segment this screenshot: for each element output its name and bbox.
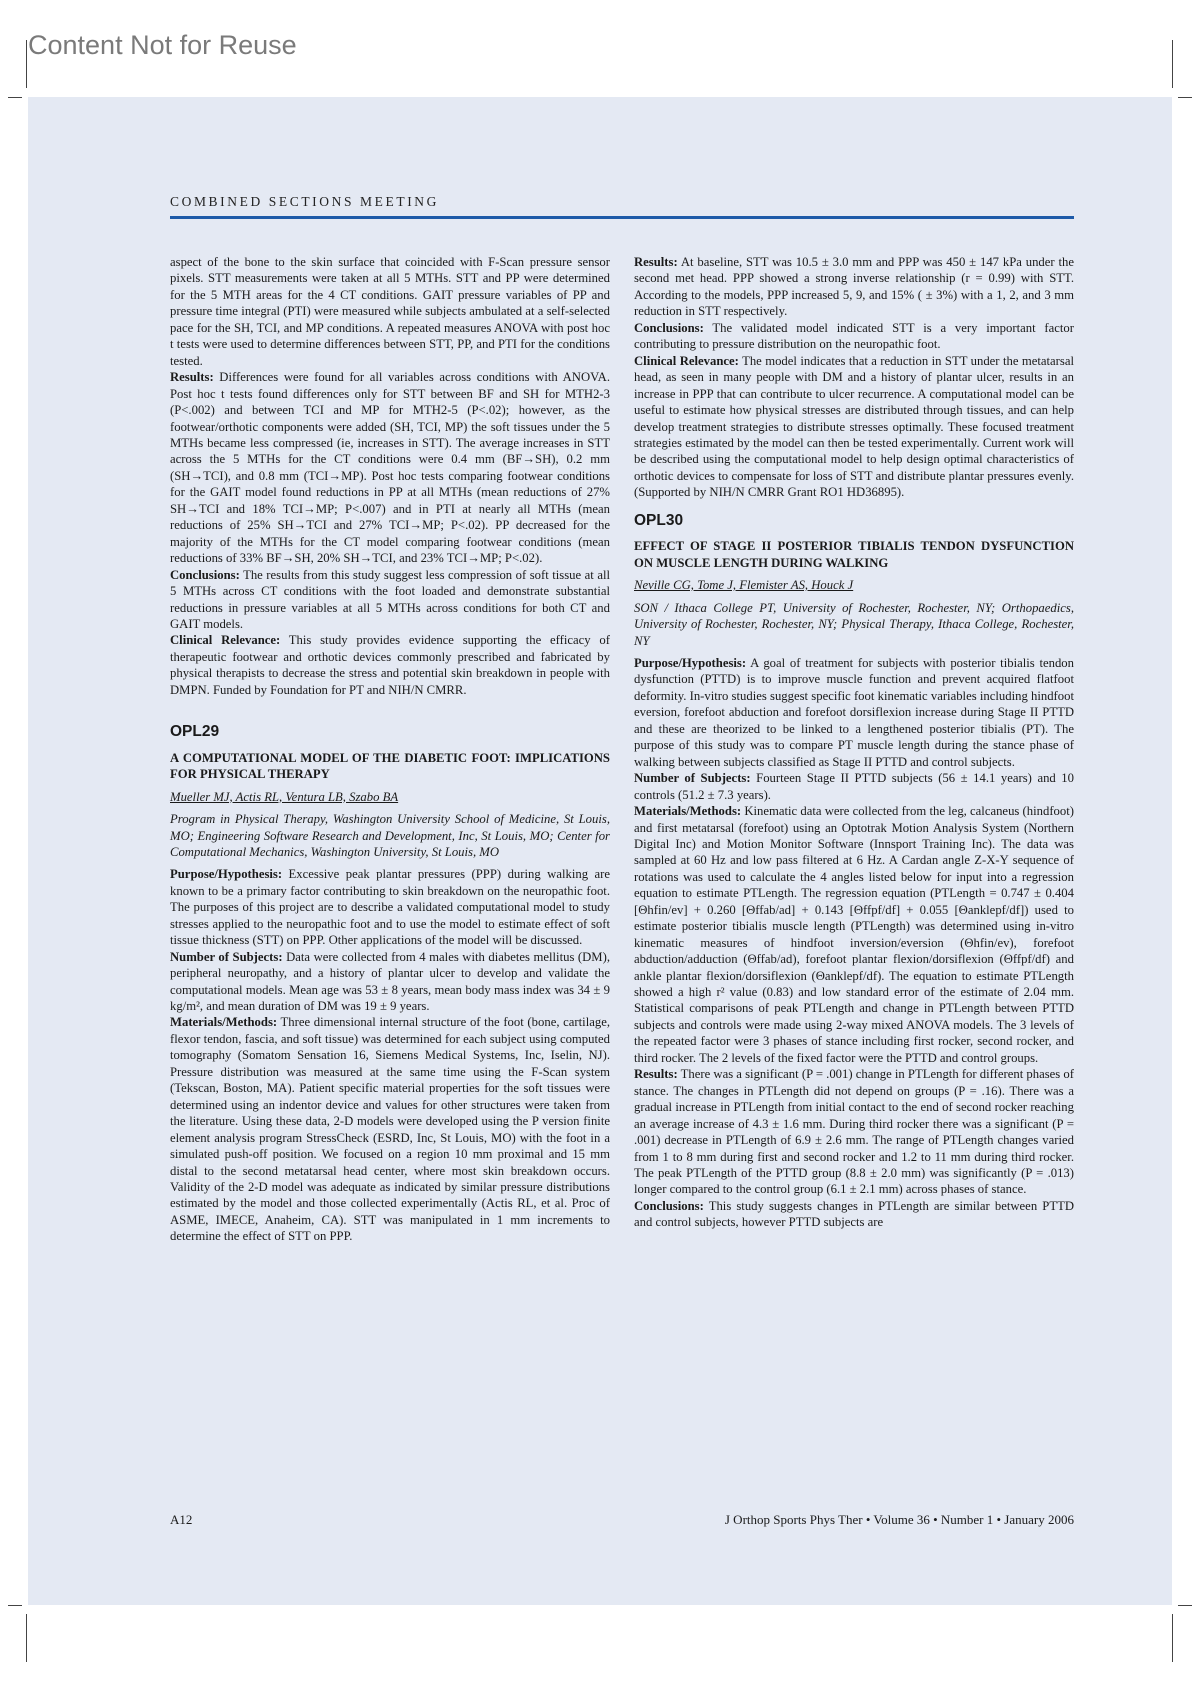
subjects-paragraph: Number of Subjects: Fourteen Stage II PTTD subjects (56 ± 14.1 years) and 10 controls (51.2 ± 7.3 years). <box>634 771 1074 802</box>
abstract-title: EFFECT OF STAGE II POSTERIOR TIBIALIS TENDON DYSFUNCTION ON MUSCLE LENGTH DURING WALKING <box>634 539 1074 570</box>
right-continuation <box>634 254 1074 501</box>
conclusions-paragraph: Conclusions: This study suggests changes in PTLength are similar between PTTD and control subjects, however PTTD subjects are <box>634 1198 1074 1230</box>
crop-mark <box>1178 1605 1192 1606</box>
abstract-affiliation: SON / Ithaca College PT, University of Rochester, Rochester, NY; Orthopaedics, University of Rochester, Rochester, NY; Physical Therapy, Ithaca College, Rochester, NY <box>634 600 1074 648</box>
results-paragraph: Results: There was a significant (P = .001) change in PTLength for different phases of stance. The changes in PTLength did not depend on groups (P = .16). There was a gradual increase in PTLength from initial contact to the end of second rocker reaching an average increase of 4.3 ± 1.6 mm. During third rocker there was a significant (P = .001) decrease in PTLength of 6.9 ± 2.6 mm. The range of PTLength changes varied from 1 to 8 mm during first and second rocker and 1.2 to 11 mm during third rocker. The peak PTLength of the PTTD group (8.8 ± 2.0 mm) was significantly (P = .013) longer compared to the control group (6.1 ± 2.1 mm) across phases of stance. <box>634 1067 1074 1197</box>
abstract-affiliation: Program in Physical Therapy, Washington University School of Medicine, St Louis, MO; Engineering Software Research and Development, Inc, St Louis, MO; Center for Computational Mechanics, Washington University, St Louis, MO <box>170 812 610 859</box>
conclusions-paragraph: Conclusions: The validated model indicated STT is a very important factor contributing to pressure distribution on the neuropathic foot. <box>634 320 1074 352</box>
running-head: COMBINED SECTIONS MEETING <box>170 194 439 209</box>
crop-mark <box>26 1614 27 1662</box>
abstract-authors: Neville CG, Tome J, Flemister AS, Houck J <box>634 578 854 593</box>
purpose-paragraph: Purpose/Hypothesis: A goal of treatment for subjects with posterior tibialis tendon dysfunction (PTTD) is to improve muscle function and prevent acquired flatfoot deformity. In-vitro studies suggest specific foot kinematic variables including hindfoot eversion, forefoot abduction and forefoot dorsiflexion increase during Stage II PTTD and these are theorized to be linked to a lengthened posterior tibialis (PT). The purpose of this study was to compare PT muscle length during the stance phase of walking between subjects classified as Stage II PTTD and control subjects. <box>634 655 1074 769</box>
abstract-id: OPL30 <box>634 511 684 529</box>
right-column <box>634 254 1074 1231</box>
methods-paragraph: Materials/Methods: Three dimensional internal structure of the foot (bone, cartilage, flexor tendon, fascia, and soft tissue) was determined for each subject using computed tomography (Somatom Sensation 16, Siemens Medical Systems, Inc, Iselin, NJ). Pressure distribution was measured at the same time using the F-Scan system (Tekscan, Boston, MA). Patient specific material properties for the soft tissues were determined using an indentor device and values for other structures were taken from the literature. Using these data, 2-D models were developed using the P version finite element analysis program StressCheck (ESRD, Inc, St Louis, MO) with the foot in a simulated push-off position. We focused on a region 10 mm proximal and 15 mm distal to the second metatarsal head center, where most skin breakdown occurs. Validity of the 2-D model was adequate as indicated by similar pressure distributions estimated by the model and those collected experimentally (Actis RL, et al. Proc of ASME, IMECE, Anaheim, CA). STT was manipulated in 1 mm increments to determine the effect of STT on PPP. <box>170 1015 610 1244</box>
abstract-authors: Mueller MJ, Actis RL, Ventura LB, Szabo BA <box>170 789 399 804</box>
crop-mark <box>8 1605 22 1606</box>
abstract-id: OPL29 <box>170 723 220 741</box>
purpose-paragraph: Purpose/Hypothesis: Excessive peak plantar pressures (PPP) during walking are known to be a primary factor contributing to skin breakdown on the neuropathic foot. The purposes of this project are to describe a validated computational model to study stresses applied to the neuropathic foot and to use the model to estimate effect of soft tissue thickness (STT) on PPP. Other applications of the model will be discussed. <box>170 867 610 948</box>
clinical-relevance-paragraph: Clinical Relevance: This study provides evidence supporting the efficacy of therapeutic footwear and orthotic devices commonly prescribed and fabricated by physical therapists to decrease the stress and potential skin breakdown in people with DMPN. Funded by Foundation for PT and NIH/N CMRR. <box>170 633 610 697</box>
watermark: Content Not for Reuse <box>28 30 297 60</box>
crop-mark <box>26 40 27 88</box>
journal-citation: J Orthop Sports Phys Ther • Volume 36 • Number 1 • January 2006 <box>724 1512 1074 1527</box>
clinical-relevance-paragraph: Clinical Relevance: The model indicates that a reduction in STT under the metatarsal head, as seen in many people with DM and a history of plantar ulcer, results in an increase in PPP that can contribute to ulcer recurrence. A computational model can be useful to estimate how physical stresses are distributed through tissues, and can help develop treatment strategies to distribute stresses optimally. These focused treatment strategies estimated by the model can then be tested experimentally. Current work will be described using the computational model to help design optimal characteristics of orthotic devices to compensate for loss of STT and distribute plantar pressures evenly. (Supported by NIH/N CMRR Grant RO1 HD36895). <box>634 353 1074 500</box>
crop-mark <box>1178 97 1192 98</box>
methods-paragraph: Materials/Methods: Kinematic data were collected from the leg, calcaneus (hindfoot) and first metatarsal (forefoot) using an Optotrak Motion Analysis System (Northern Digital Inc) and Motion Monitor Software (Innsport Training Inc). The data was sampled at 60 Hz and low pass filtered at 6 Hz. A Cardan angle Z-X-Y sequence of rotations was used to calculate the 4 angles listed below for input into a regression equation to estimate PTLength. The regression equation (PTLength = 0.747 ± 0.404 [Θhfin/ev] + 0.260 [Θffab/ad] + 0.143 [Θffpf/df] + 0.055 [Θanklepf/df]) used to estimate posterior tibialis muscle length (PTLength) was determined using in-vitro kinematic measures of hindfoot inversion/eversion (Θhfin/ev), forefoot abduction/adduction (Θffab/ad), forefoot plantar flexion/dorsiflexion (Θffpf/df) and ankle plantar flexion/dorsiflexion (Θanklepf/df). The equation to estimate PTLength showed a high r² value (0.83) and low standard error of the estimate of 2.04 mm. Statistical comparisons of peak PTLength and change in PTLength between PTTD subjects and controls were made using 2-way mixed ANOVA models. The 3 levels of the repeated factor were 3 phases of stance including first rocker, second rocker, and third rocker. The 2 levels of the fixed factor were the PTTD and control groups. <box>634 804 1074 1065</box>
abstract-title: A COMPUTATIONAL MODEL OF THE DIABETIC FOOT: IMPLICATIONS FOR PHYSICAL THERAPY <box>170 750 610 782</box>
conclusions-paragraph: Conclusions: The results from this study suggest less compression of soft tissue at all 5 MTHs across CT conditions with the foot loaded and demonstrate substantial reductions in pressure variables at all 5 MTHs across conditions for both CT and GAIT models. <box>170 567 610 631</box>
header-rule <box>170 216 1074 219</box>
results-paragraph: Results: Differences were found for all variables across conditions with ANOVA. Post hoc t tests found differences only for STT between BF and SH for MTH2-3 (P<.002) and between TCI and MP for MTH2-5 (P<.02); however, as the footwear/orthotic components were added (SH, TCI, MP) the soft tissues under the 5 MTHs became less compressed (ie, increases in STT). The average increases in STT across the 5 MTHs for the CT conditions were 0.4 mm (BF→SH), 0.2 mm (SH→TCI), and 0.8 mm (TCI→MP). Post hoc tests comparing footwear conditions for the GAIT model found reductions in PP at all MTHs (mean reductions of 27% SH→TCI and 18% TCI→MP; P<.007) and in PTI at nearly all MTHs (mean reductions of 25% SH→TCI and 27% TCI→MP; P<.02). PP decreased for the majority of the MTHs for the CT model comparing footwear conditions (mean reductions of 33% BF→SH, 20% SH→TCI, and 23% TCI→MP; P<.02). <box>170 370 610 566</box>
crop-mark <box>1172 40 1173 88</box>
page-number: A12 <box>170 1512 193 1527</box>
left-column <box>170 254 610 1245</box>
subjects-paragraph: Number of Subjects: Data were collected from 4 males with diabetes mellitus (DM), peripheral neuropathy, and a history of plantar ulcer to develop and validate the computational models. Mean age was 53 ± 8 years, mean body mass index was 34 ± 9 kg/m², and mean duration of DM was 19 ± 9 years. <box>170 949 610 1014</box>
crop-mark <box>1172 1614 1173 1662</box>
continuation-paragraph: aspect of the bone to the skin surface that coincided with F-Scan pressure sensor pixels. STT measurements were taken at all 5 MTHs. STT and PP were determined for the 5 MTH areas for the 4 CT conditions. GAIT pressure variables of PP and pressure time integral (PTI) were measured while subjects ambulated at a self-selected pace for the SH, TCI, and MP conditions. A repeated measures ANOVA with post hoc t tests were used to determine differences between STT, PP, and PTI for the conditions tested. <box>170 255 610 368</box>
crop-mark <box>8 97 22 98</box>
abstract-opl30 <box>634 513 1074 1231</box>
left-continuation <box>170 254 610 698</box>
abstract-opl29 <box>170 724 610 1245</box>
results-paragraph: Results: At baseline, STT was 10.5 ± 3.0 mm and PPP was 450 ± 147 kPa under the second met head. PPP showed a strong inverse relationship (r = 0.99) with STT. According to the models, PPP increased 5, 9, and 15% ( ± 3%) with a 1, 2, and 3 mm reduction in STT respectively. <box>634 255 1074 319</box>
